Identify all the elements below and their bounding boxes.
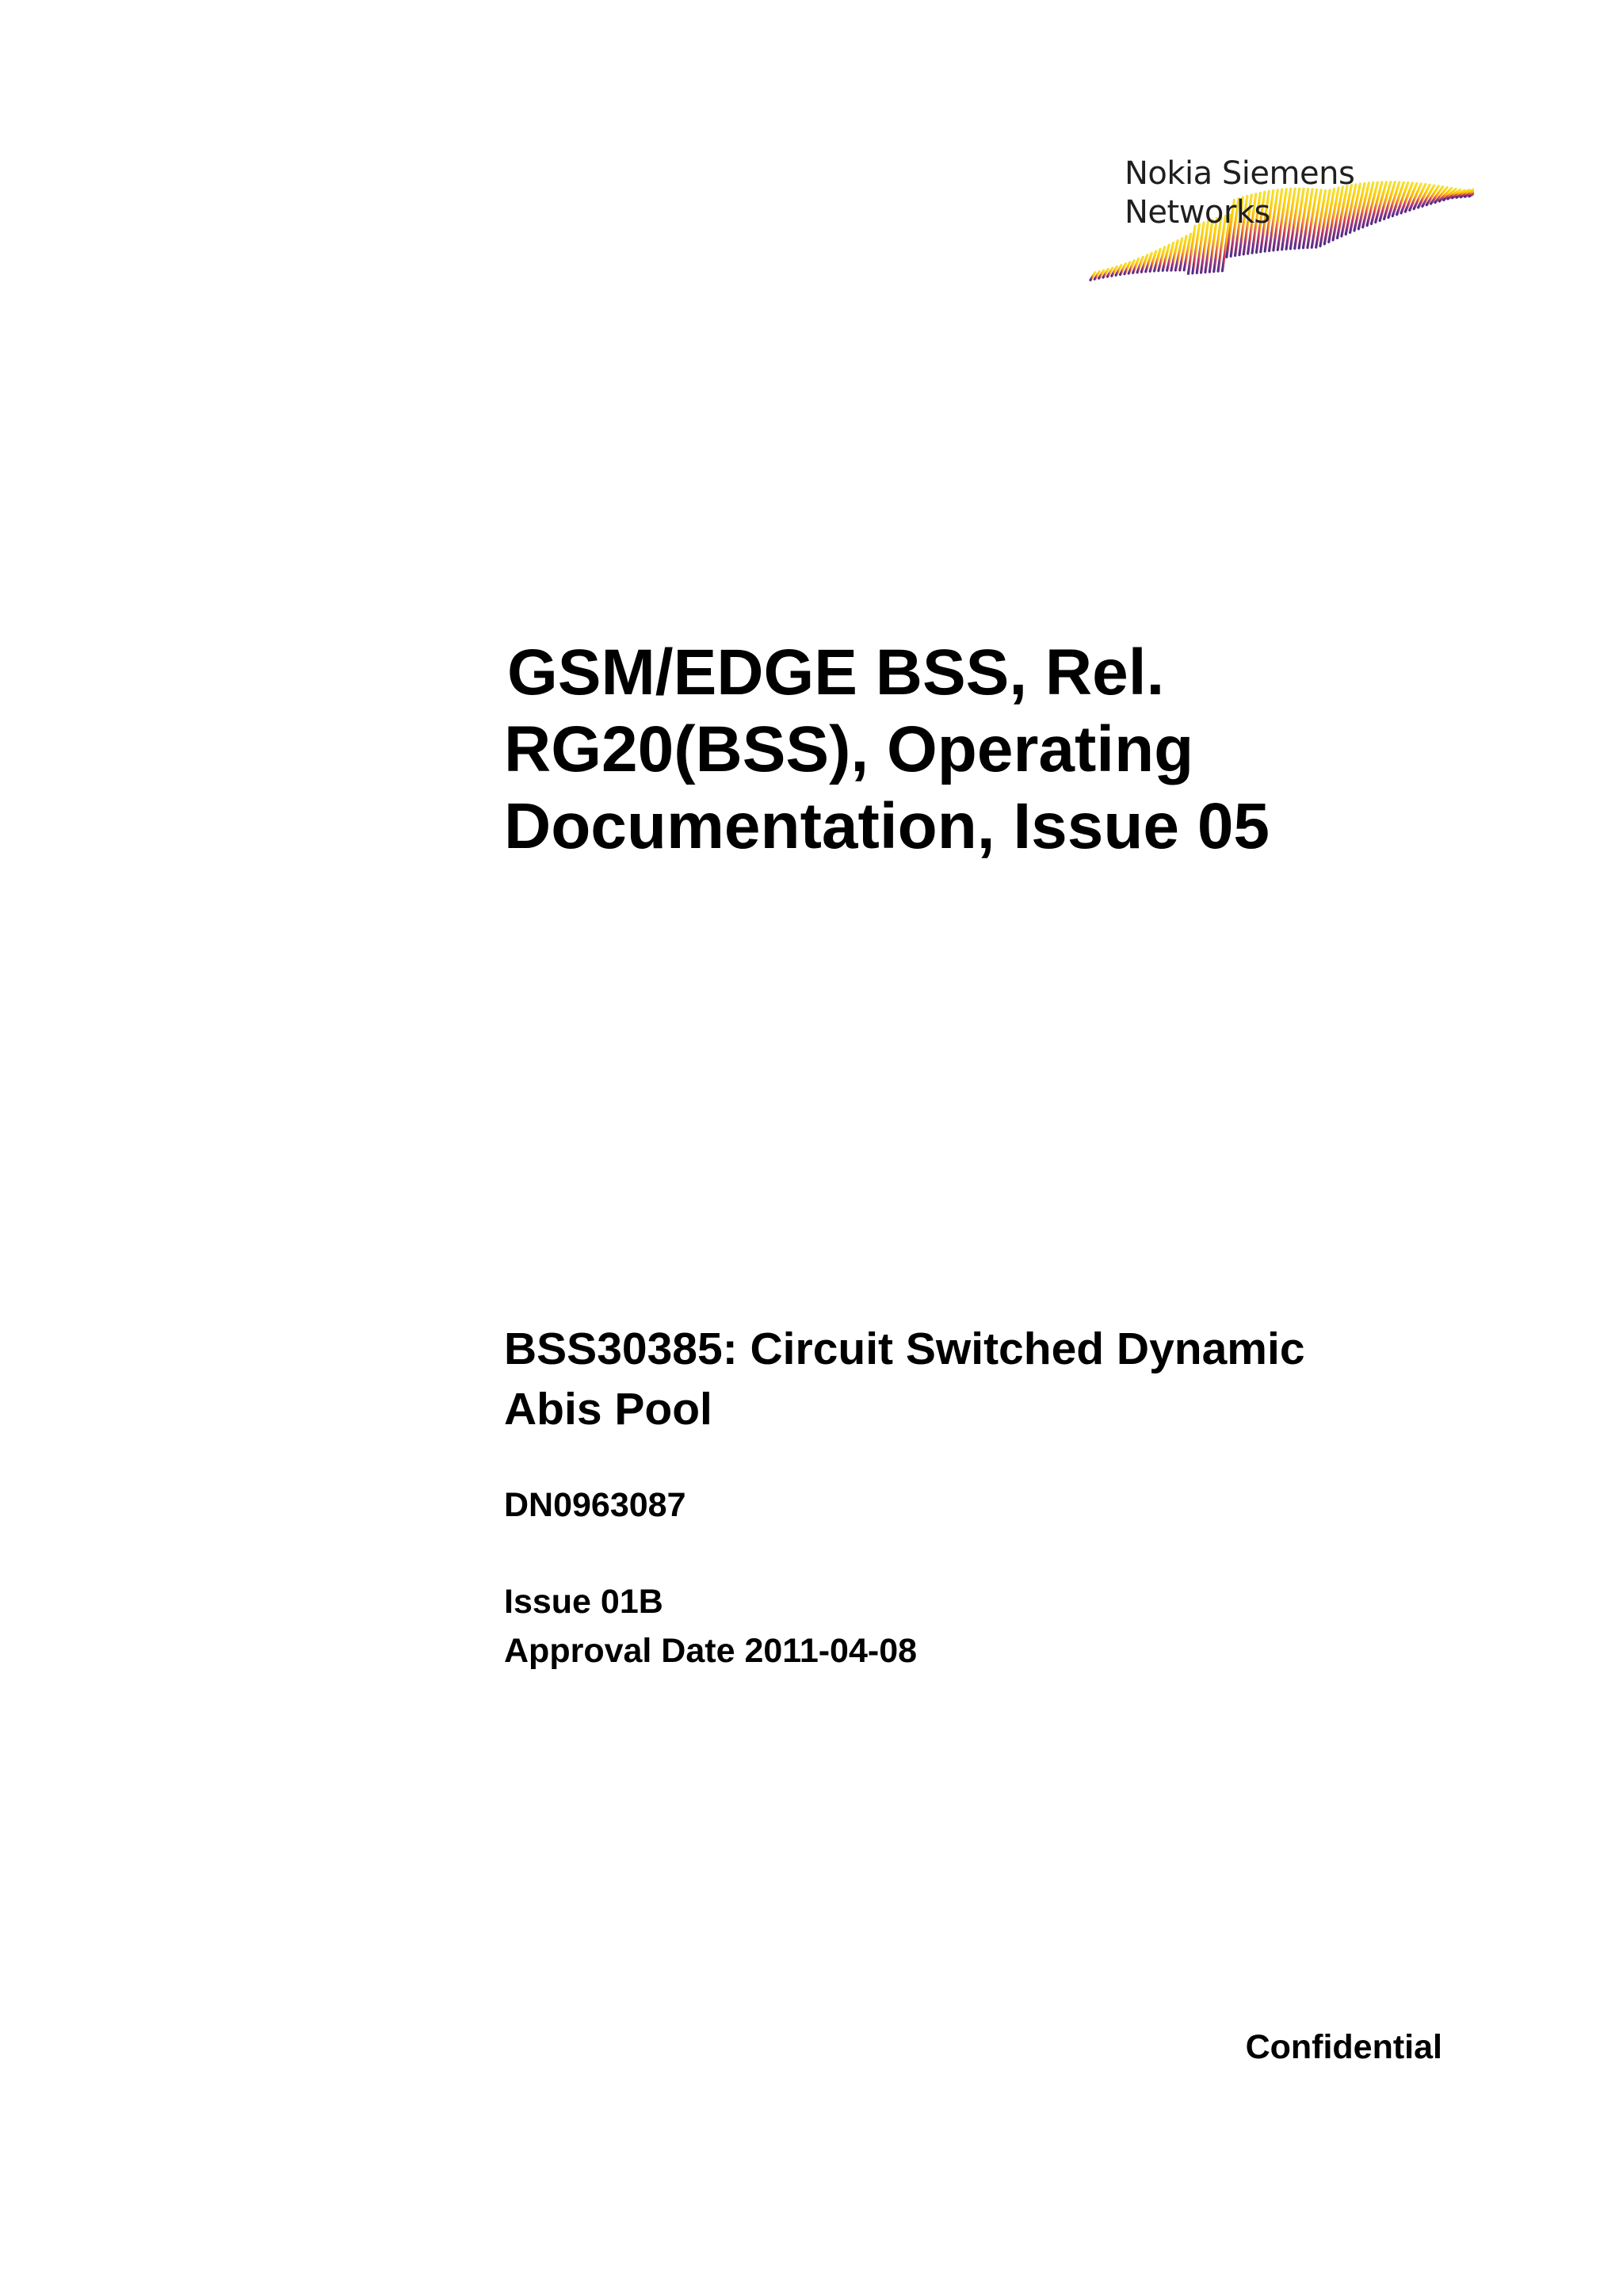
issue-info [504, 1577, 917, 1675]
document-number: DN0963087 [504, 1486, 686, 1524]
feature-title-line-2: Abis Pool [504, 1384, 712, 1435]
company-logo [1086, 151, 1474, 325]
logo-line-2: Networks [1125, 194, 1270, 231]
feature-title [504, 1319, 1455, 1439]
logo-wordmark [1125, 155, 1354, 232]
document-title [504, 634, 1455, 865]
document-title-line-2: RG20(BSS), Operating [504, 713, 1194, 785]
classification-label: Confidential [1245, 2028, 1442, 2066]
issue-label: Issue 01B [504, 1583, 663, 1621]
document-title-line-1: GSM/EDGE BSS, Rel. [507, 636, 1165, 709]
feature-title-line-1: BSS30385: Circuit Switched Dynamic [504, 1324, 1305, 1374]
document-title-line-3: Documentation, Issue 05 [504, 790, 1270, 862]
logo-line-1: Nokia Siemens [1125, 155, 1355, 192]
approval-date: Approval Date 2011-04-08 [504, 1632, 918, 1670]
